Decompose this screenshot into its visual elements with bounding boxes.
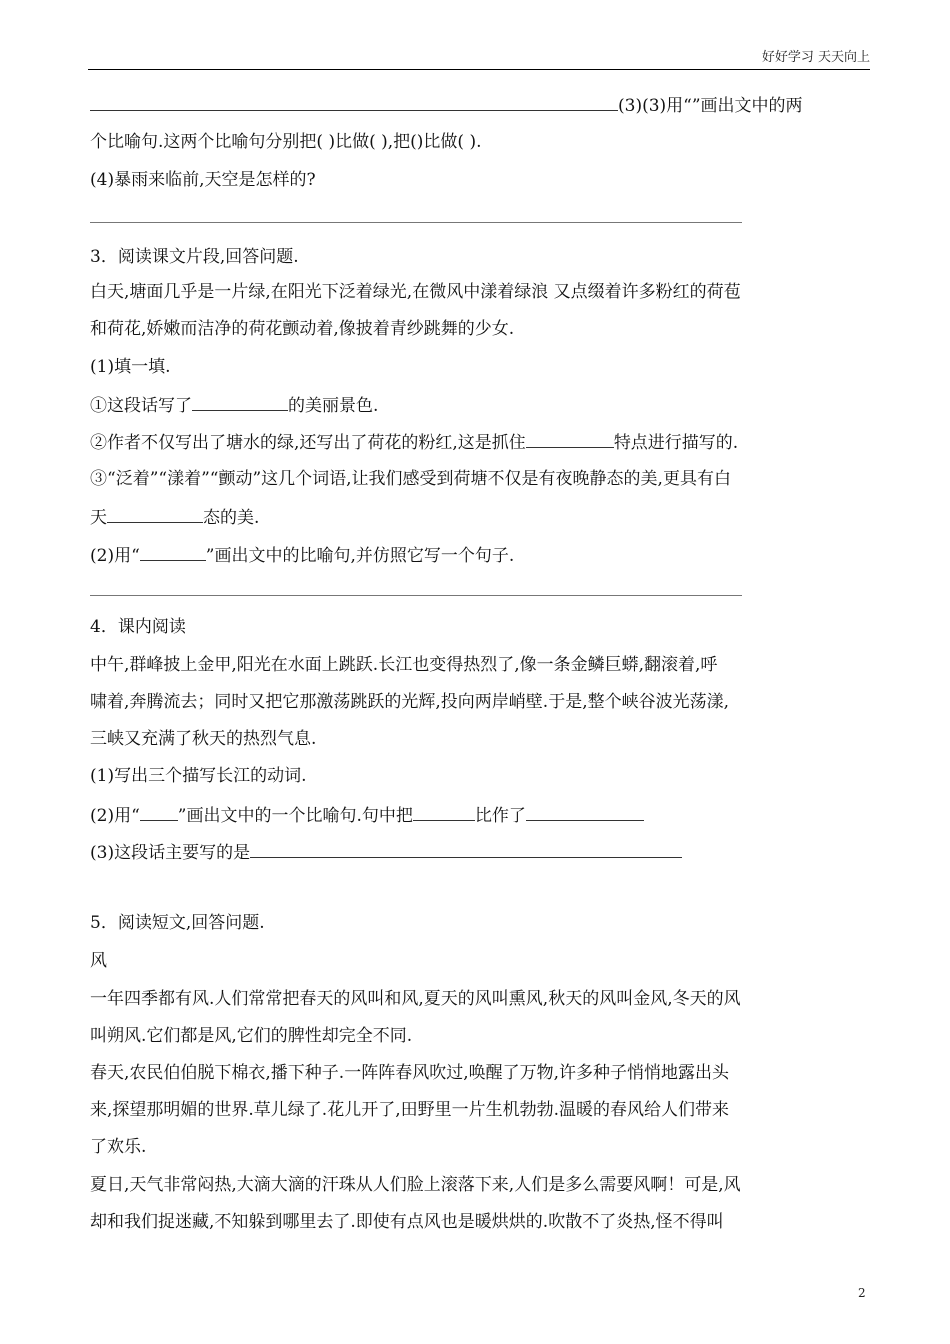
q5-passage-line: 却和我们捉迷藏,不知躲到哪里去了.即使有点风也是暖烘烘的.吹散不了炎热,怪不得叫 (90, 1212, 724, 1232)
answer-blank[interactable] (107, 505, 203, 523)
q5-passage-line: 一年四季都有风.人们常常把春天的风叫和风,夏天的风叫熏风,秋天的风叫金风,冬天的风 (90, 989, 741, 1009)
q5-passage-line: 叫朔风.它们都是风,它们的脾性却完全不同. (90, 1026, 413, 1046)
answer-blank[interactable] (90, 93, 618, 111)
header-rule (88, 69, 870, 70)
q5-passage-line: 夏日,天气非常闷热,大滴大滴的汗珠从人们脸上滚落下来,人们是多么需要风啊！可是,风 (90, 1175, 741, 1195)
q4-title: 4．课内阅读 (90, 617, 186, 637)
q3-sub1-item3: ③“泛着”“漾着”“颤动”这几个词语,让我们感受到荷塘不仅是有夜晚静态的美,更具有白 (90, 469, 731, 489)
q3-sub1-item2: ②作者不仅写出了塘水的绿,还写出了荷花的粉红,这是抓住 特点进行描写的. (90, 430, 738, 454)
page-number: 2 (858, 1286, 866, 1300)
page-header: 好好学习 天天向上 (761, 50, 870, 65)
q3-title: 3．阅读课文片段,回答问题. (90, 247, 299, 267)
answer-blank[interactable] (413, 803, 475, 821)
q2-sub3-text-cont: 个比喻句.这两个比喻句分别把( )比做( ),把()比做( ). (90, 132, 482, 152)
q5-passage-line: 了欢乐. (90, 1137, 147, 1157)
answer-blank[interactable] (192, 393, 288, 411)
q5-title: 5．阅读短文,回答问题. (90, 913, 265, 933)
answer-blank[interactable] (526, 803, 644, 821)
answer-rule-q2-4 (90, 222, 742, 223)
q3-sub1-text: (1)填一填. (90, 357, 171, 377)
q3-sub1-item1: ①这段话写了 的美丽景色. (90, 393, 378, 417)
q4-passage-line: 三峡又充满了秋天的热烈气息. (90, 729, 317, 749)
answer-line-q2-3 (90, 93, 803, 117)
q4-sub1-text: (1)写出三个描写长江的动词. (90, 766, 307, 786)
q5-passage-line: 春天,农民伯伯脱下棉衣,播下种子.一阵阵春风吹过,唤醒了万物,许多种子悄悄地露出头 (90, 1063, 730, 1083)
answer-blank[interactable] (526, 430, 614, 448)
q4-sub2-text: (2)用“ ”画出文中的一个比喻句.句中把 比作了 (90, 803, 644, 827)
q3-passage-line: 和荷花,娇嫩而洁净的荷花颤动着,像披着青纱跳舞的少女. (90, 319, 515, 339)
q4-sub3-text: (3)这段话主要写的是 (90, 840, 682, 864)
q4-passage-line: 中午,群峰披上金甲,阳光在水面上跳跃.长江也变得热烈了,像一条金鳞巨蟒,翻滚着,呼 (90, 655, 718, 675)
q3-sub1-item3-cont: 天 态的美. (90, 505, 259, 529)
underline-mark (140, 543, 206, 561)
q5-passage-line: 来,探望那明媚的世界.草儿绿了.花儿开了,田野里一片生机勃勃.温暖的春风给人们带来 (90, 1100, 730, 1120)
answer-rule-q3-2 (90, 595, 742, 596)
q3-passage-line: 白天,塘面几乎是一片绿,在阳光下泛着绿光,在微风中漾着绿浪 又点缀着许多粉红的荷苞 (90, 282, 741, 302)
q2-sub4-text: (4)暴雨来临前,天空是怎样的? (90, 170, 316, 190)
q4-passage-line: 啸着,奔腾流去；同时又把它那激荡跳跃的光辉,投向两岸峭壁.于是,整个峡谷波光荡漾, (90, 692, 730, 712)
q2-sub3-text: (3)(3)用“”画出文中的两 (618, 96, 803, 116)
q5-passage-title: 风 (90, 951, 107, 971)
underline-mark (140, 803, 178, 821)
q3-sub2-text: (2)用“ ”画出文中的比喻句,并仿照它写一个句子. (90, 543, 514, 567)
answer-blank[interactable] (250, 840, 682, 858)
